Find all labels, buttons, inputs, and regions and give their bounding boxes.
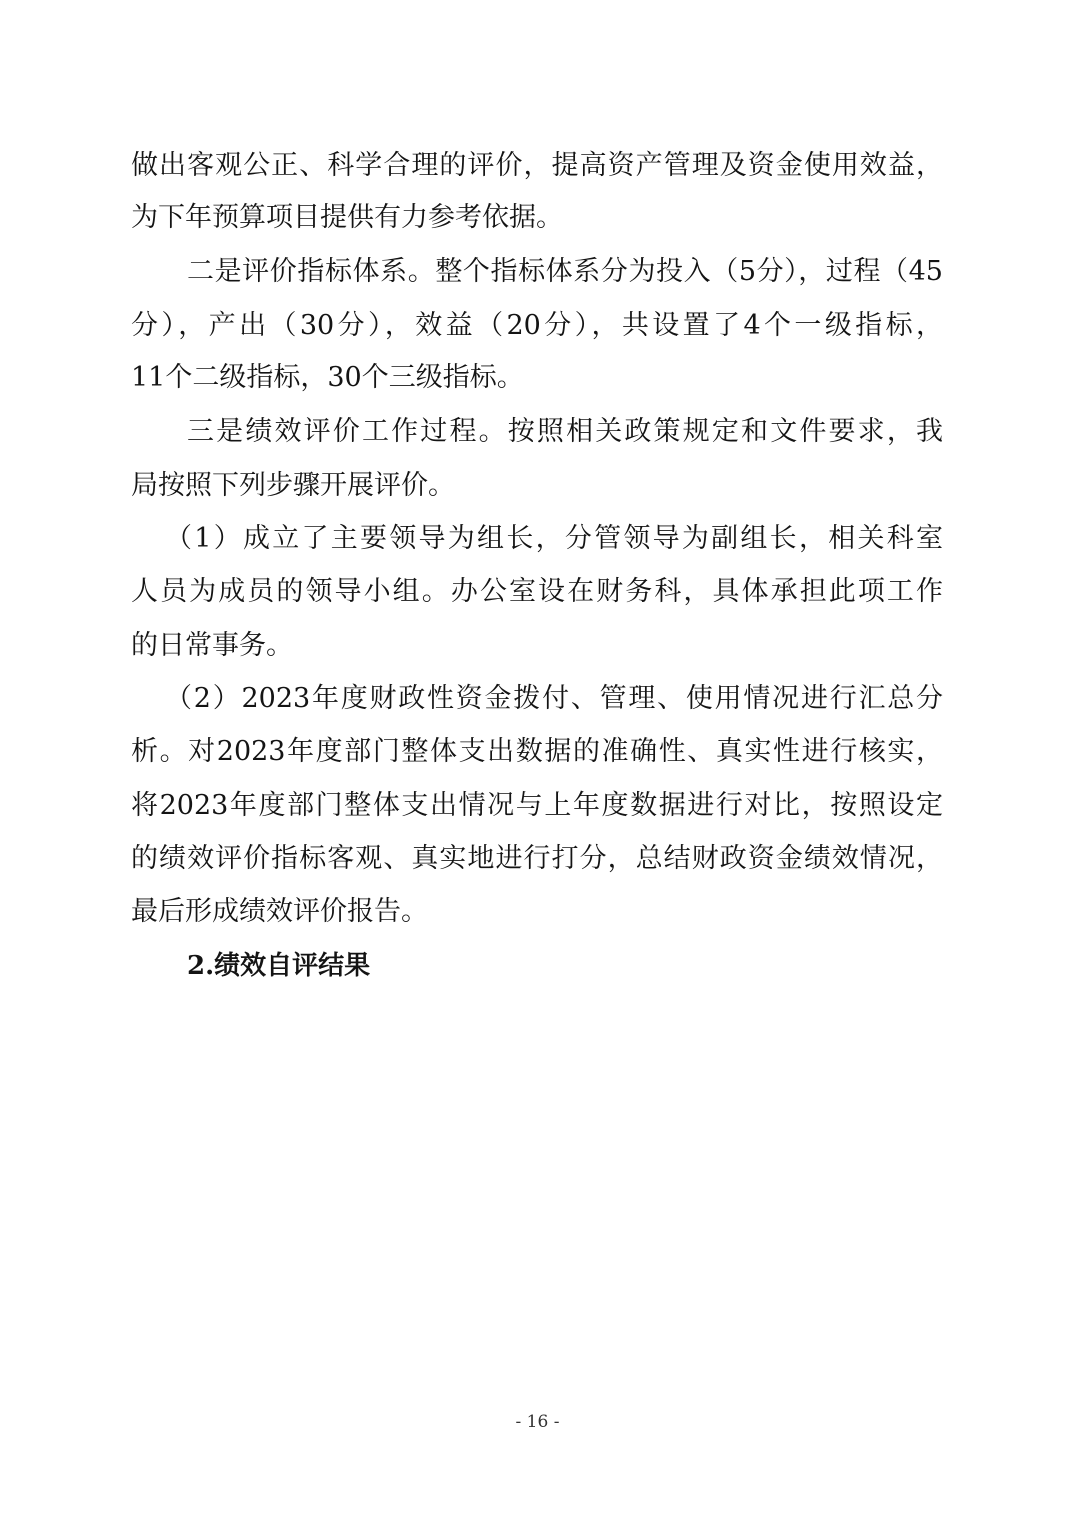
section-heading: 2.绩效自评结果 (187, 951, 371, 981)
paragraph-line: 11个二级指标，30个三级指标。 (131, 362, 524, 393)
paragraph-line: （1）成立了主要领导为组长，分管领导为副组长，相关科室 (165, 523, 943, 554)
paragraph-line: （2）2023年度财政性资金拨付、管理、使用情况进行汇总分 (165, 683, 943, 714)
paragraph-line: 的日常事务。 (131, 630, 293, 661)
paragraph-line: 将2023年度部门整体支出情况与上年度数据进行对比，按照设定 (131, 790, 943, 821)
paragraph-line: 局按照下列步骤开展评价。 (131, 470, 455, 501)
paragraph-line: 三是绩效评价工作过程。按照相关政策规定和文件要求，我 (187, 416, 943, 447)
paragraph-line: 做出客观公正、科学合理的评价，提高资产管理及资金使用效益， (131, 150, 943, 181)
paragraph-line: 分），产出（30分），效益（20分），共设置了4个一级指标， (131, 310, 943, 341)
paragraph-line: 的绩效评价指标客观、真实地进行打分，总结财政资金绩效情况， (131, 843, 943, 874)
paragraph-line: 析。对2023年度部门整体支出数据的准确性、真实性进行核实， (131, 736, 943, 767)
paragraph-line: 为下年预算项目提供有力参考依据。 (131, 202, 563, 233)
paragraph-line: 二是评价指标体系。整个指标体系分为投入（5分），过程（45 (187, 256, 943, 287)
paragraph-line: 最后形成绩效评价报告。 (131, 896, 428, 927)
page-number: - 16 - (515, 1412, 560, 1432)
paragraph-line: 人员为成员的领导小组。办公室设在财务科，具体承担此项工作 (131, 576, 943, 607)
